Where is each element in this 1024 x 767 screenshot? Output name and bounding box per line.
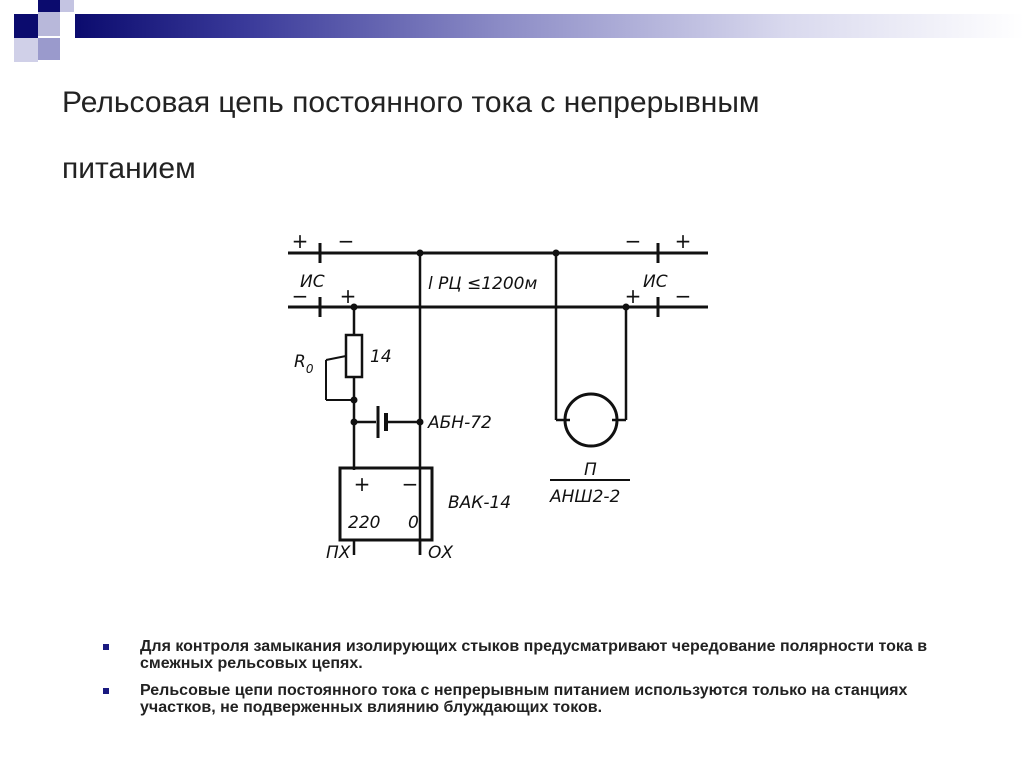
label-220: 220 <box>348 513 381 533</box>
bullet-square-icon <box>103 688 109 694</box>
label-ansh: АНШ2-2 <box>550 487 621 507</box>
slide-title-line-2: питанием <box>62 152 196 185</box>
decor-square-6 <box>38 38 60 60</box>
junction-dot-2 <box>553 250 560 257</box>
sign-minus-tr: − <box>624 229 642 253</box>
label-length: l РЦ ≤1200м <box>428 274 538 294</box>
rectifier-plus: + <box>353 472 371 496</box>
label-ox: ОХ <box>428 543 454 563</box>
relay-circle-icon <box>565 394 617 446</box>
sign-plus-tr: + <box>674 229 692 253</box>
decor-square-5 <box>60 0 74 12</box>
junction-dot-7 <box>417 419 424 426</box>
bullet-text: Рельсовые цепи постоянного тока с непрерывным питанием используются только на станциях участков, не подверженных влиянию блуждающих токов. <box>140 682 908 716</box>
slide-title <box>62 70 942 202</box>
bullet-list <box>103 638 983 726</box>
circuit-svg <box>268 210 720 580</box>
resistor-r0 <box>346 335 362 377</box>
sign-plus-tl: + <box>291 229 309 253</box>
junction-dot-1 <box>417 250 424 257</box>
label-0: 0 <box>408 513 419 533</box>
label-r0 <box>294 352 314 376</box>
label-r0-main: R <box>294 352 306 372</box>
label-is-left: ИС <box>300 272 325 292</box>
label-p: П <box>584 460 597 480</box>
slide-title-line-1: Рельсовая цепь постоянного тока с непрерывным <box>62 86 760 119</box>
label-px: ПХ <box>326 543 351 563</box>
sign-plus-br: + <box>624 284 642 308</box>
sign-minus-bl: − <box>291 284 309 308</box>
junction-dot-6 <box>351 419 358 426</box>
bullet-item <box>103 682 983 716</box>
decor-square-1 <box>38 0 60 12</box>
decor-square-4 <box>14 38 38 62</box>
label-14: 14 <box>370 347 392 367</box>
bullet-square-icon <box>103 644 109 650</box>
label-abn: АБН-72 <box>428 413 492 433</box>
sign-minus-tl: − <box>337 229 355 253</box>
label-is-right: ИС <box>643 272 668 292</box>
junction-dot-5 <box>351 397 358 404</box>
rectifier-minus: − <box>401 472 419 496</box>
bullet-text: Для контроля замыкания изолирующих стыков предусматривают чередование полярности тока в смежных рельсовых цепях. <box>140 638 928 672</box>
header-gradient-bar <box>75 14 1024 38</box>
rheostat-line-3 <box>326 356 346 360</box>
label-r0-sub: 0 <box>305 362 314 376</box>
bullet-item <box>103 638 983 672</box>
sign-minus-br: − <box>674 284 692 308</box>
label-vak: ВАК-14 <box>448 493 512 513</box>
decor-square-2 <box>38 12 60 36</box>
sign-plus-bl: + <box>339 284 357 308</box>
circuit-diagram <box>268 210 720 580</box>
decor-square-3 <box>14 14 38 38</box>
